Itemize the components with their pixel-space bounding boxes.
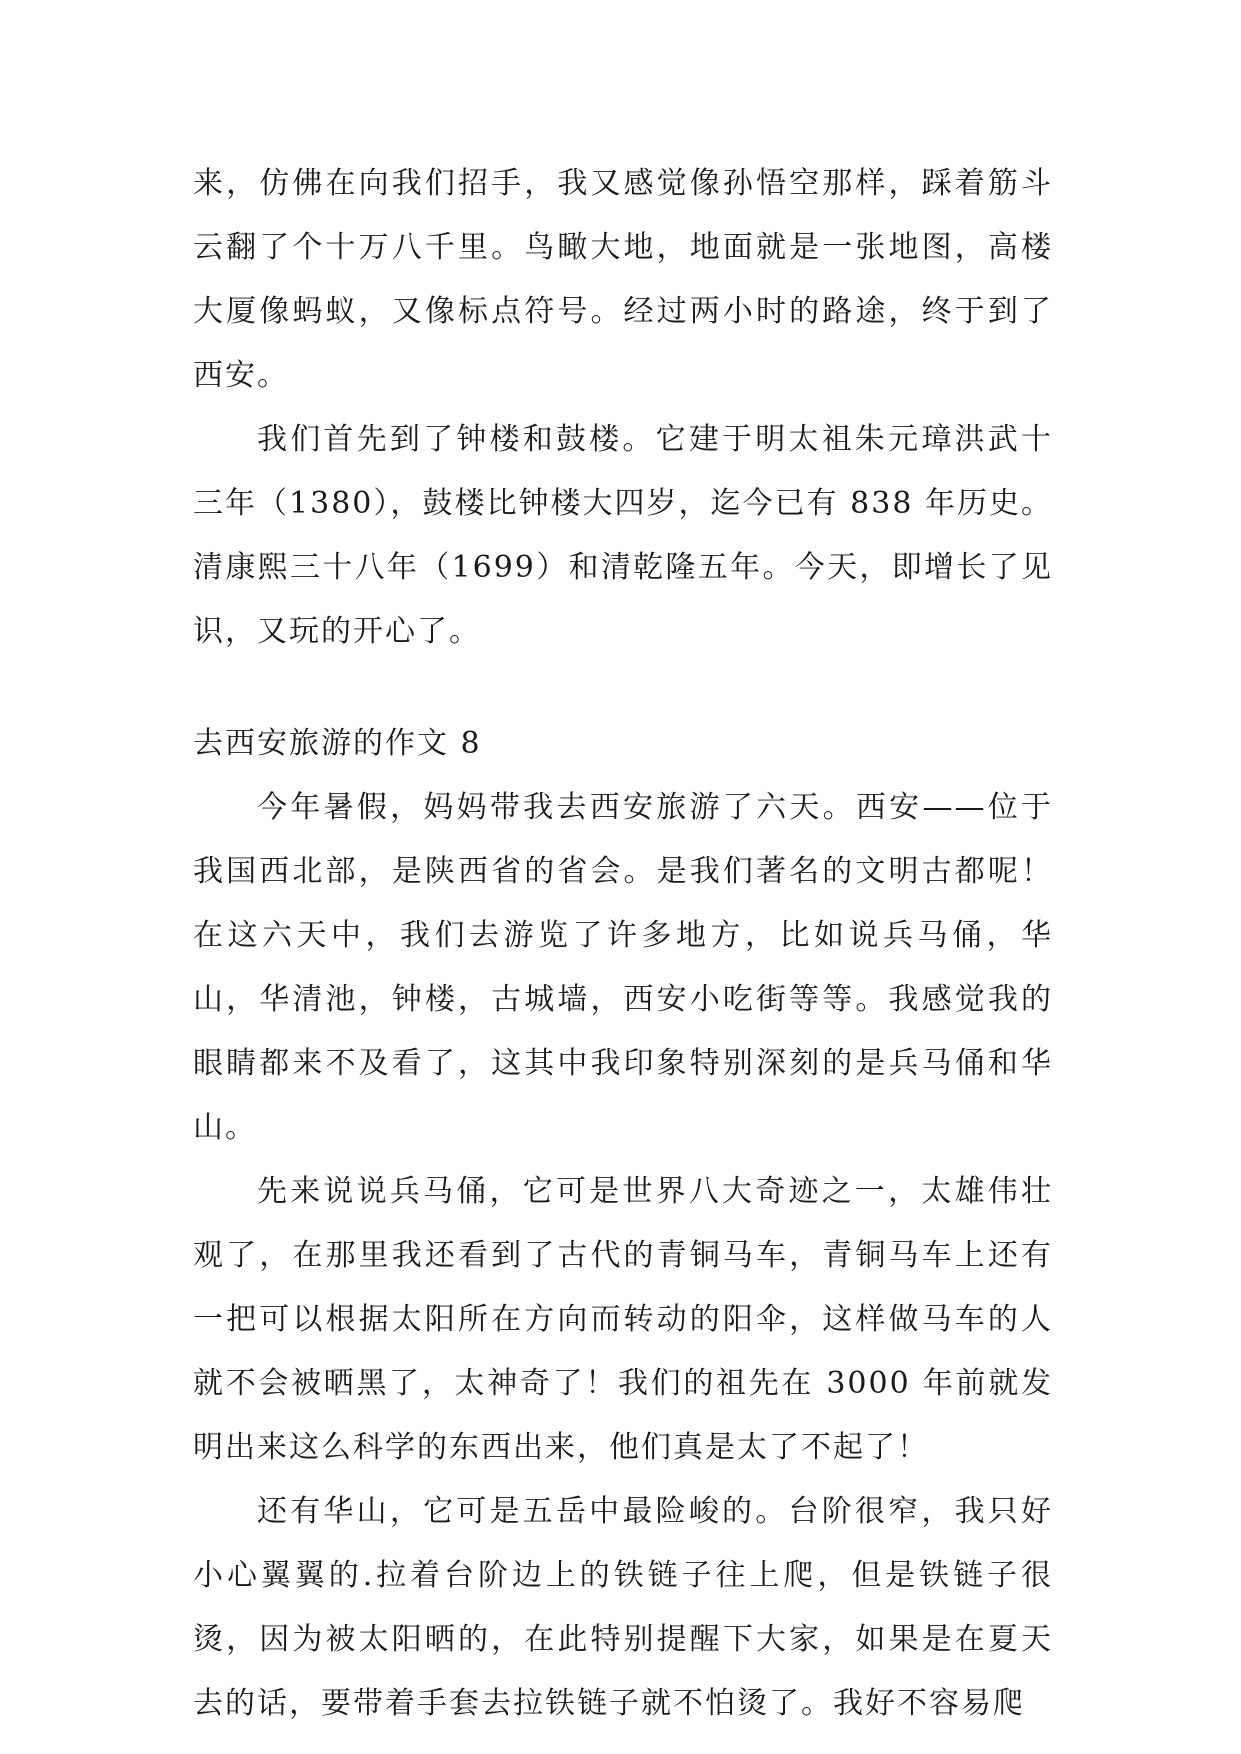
- section-paragraph-huashan: 还有华山，它可是五岳中最险峻的。台阶很窄，我只好小心翼翼的.拉着台阶边上的铁链子往上爬，但是铁链子很烫，因为被太阳晒的，在此特别提醒下大家，如果是在夏天去的话，要带着手套去拉铁链子就不怕烫了。我好不容易爬: [193, 1494, 1053, 1721]
- section-paragraph-intro: 今年暑假，妈妈带我去西安旅游了六天。西安——位于我国西北部，是陕西省的省会。是我们著名的文明古都呢！在这六天中，我们去游览了许多地方，比如说兵马俑，华山，华清池，钟楼，古城墙，西安小吃街等等。我感觉我的眼睛都来不及看了，这其中我印象特别深刻的是兵马俑和华山。: [193, 790, 1053, 1145]
- section-title: 去西安旅游的作文 8: [193, 726, 482, 761]
- document-body: [193, 152, 1053, 1736]
- paragraph-bell-drum-tower: 我们首先到了钟楼和鼓楼。它建于明太祖朱元璋洪武十三年（1380），鼓楼比钟楼大四岁，迄今已有 838 年历史。清康熙三十八年（1699）和清乾隆五年。今天，即增长了见识，又玩的开心了。: [193, 422, 1053, 649]
- section-paragraph-terracotta: 先来说说兵马俑，它可是世界八大奇迹之一，太雄伟壮观了，在那里我还看到了古代的青铜马车，青铜马车上还有一把可以根据太阳所在方向而转动的阳伞，这样做马车的人就不会被晒黑了，太神奇了！我们的祖先在 3000 年前就发明出来这么科学的东西出来，他们真是太了不起了！: [193, 1174, 1053, 1465]
- continuation-paragraph: 来，仿佛在向我们招手，我又感觉像孙悟空那样，踩着筋斗云翻了个十万八千里。鸟瞰大地，地面就是一张地图，高楼大厦像蚂蚁，又像标点符号。经过两小时的路途，终于到了西安。: [193, 166, 1053, 393]
